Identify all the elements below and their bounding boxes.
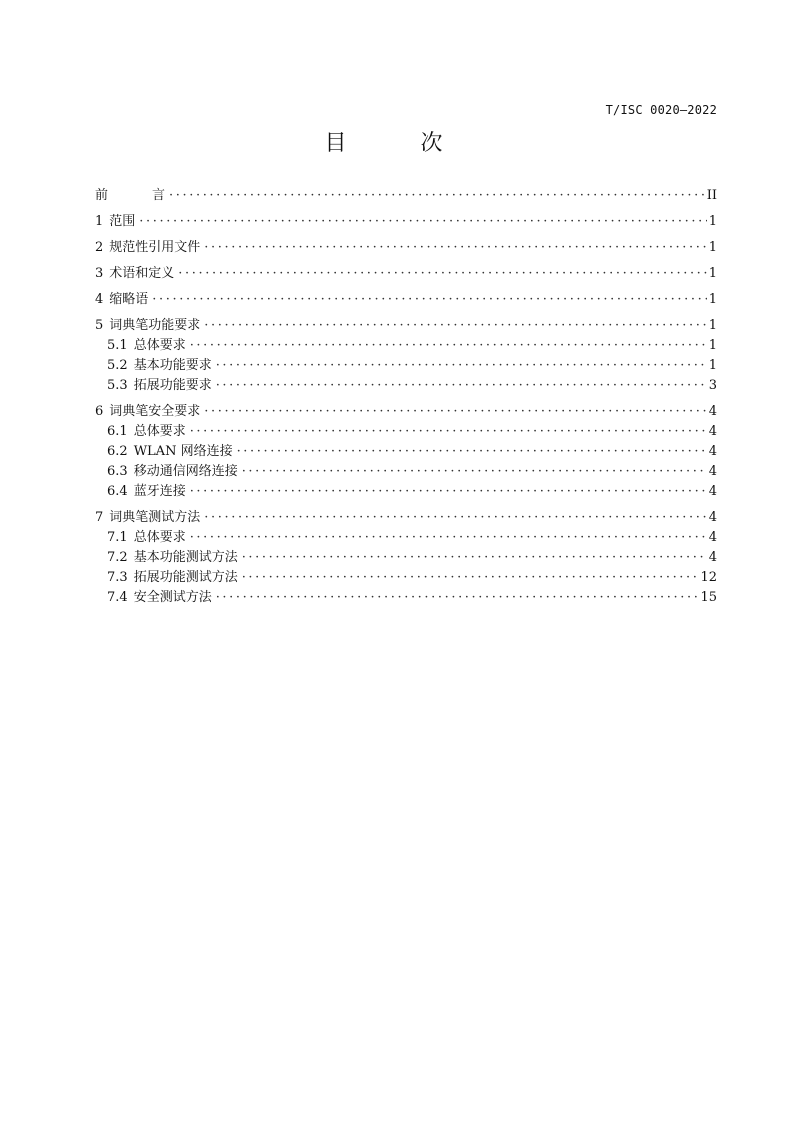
toc-entry-label: 5.1 总体要求 [107,338,186,353]
toc-leader-dots [190,482,707,502]
toc-entry-label: 7.3 拓展功能测试方法 [107,570,238,585]
toc-page-number: 4 [708,484,717,499]
toc-page-number: 4 [708,464,717,479]
toc-leader-dots [216,376,707,396]
toc-leader-dots [242,568,699,588]
toc-entry-label: 前 言 [95,188,166,203]
document-code: T/ISC 0020—2022 [605,103,717,117]
toc-page-number: 1 [708,318,717,333]
toc-entry[interactable] [95,508,717,528]
toc-subentry[interactable] [95,568,717,588]
toc-leader-dots [169,186,705,206]
toc-subentry[interactable] [95,548,717,568]
toc-subentry[interactable] [95,528,717,548]
toc-entry-label: 6.4 蓝牙连接 [107,484,186,499]
toc-entry[interactable] [95,290,717,310]
toc-entry-label: 5 词典笔功能要求 [95,318,201,333]
page-title: 目 次 [324,131,469,156]
toc-entry-label: 7.2 基本功能测试方法 [107,550,238,565]
toc-entry-label: 5.3 拓展功能要求 [107,378,212,393]
toc-page-number: 12 [700,570,717,585]
toc-subentry[interactable] [95,588,717,608]
toc-entry-label: 7.1 总体要求 [107,530,186,545]
toc-subentry[interactable] [95,442,717,462]
toc-entry-label: 4 缩略语 [95,292,149,307]
toc-leader-dots [204,316,706,336]
toc-entry-label: 3 术语和定义 [95,266,175,281]
toc-subentry[interactable] [95,376,717,396]
toc-subentry[interactable] [95,356,717,376]
toc-entry[interactable] [95,316,717,336]
toc-subentry[interactable] [95,336,717,356]
toc-leader-dots [190,528,707,548]
toc-subentry[interactable] [95,482,717,502]
toc-page-number: 1 [708,214,717,229]
toc-entry[interactable] [95,238,717,258]
toc-leader-dots [190,422,707,442]
toc-page-number: 4 [708,424,717,439]
toc-entry-label: 1 范围 [95,214,136,229]
toc-entry-foreword[interactable] [95,186,717,206]
toc-page-number: II [706,188,717,203]
toc-entry[interactable] [95,264,717,284]
toc-leader-dots [216,356,707,376]
toc-leader-dots [178,264,706,284]
toc-leader-dots [204,238,706,258]
toc-entry-label: 7.4 安全测试方法 [107,590,212,605]
toc-entry[interactable] [95,212,717,232]
toc-leader-dots [190,336,707,356]
toc-page-number: 1 [708,358,717,373]
toc-page-number: 4 [708,404,717,419]
toc-entry-label: 6.3 移动通信网络连接 [107,464,238,479]
toc-entry-label: 7 词典笔测试方法 [95,510,201,525]
toc-leader-dots [204,508,706,528]
toc-subentry[interactable] [95,462,717,482]
toc-leader-dots [242,462,707,482]
toc-leader-dots [152,290,706,310]
toc-leader-dots [242,548,707,568]
toc-leader-dots [216,588,699,608]
toc-entry-label: 6.2 WLAN 网络连接 [107,444,233,459]
toc-entry-label: 6 词典笔安全要求 [95,404,201,419]
toc-leader-dots [204,402,706,422]
toc-page-number: 1 [708,266,717,281]
toc-entry-label: 6.1 总体要求 [107,424,186,439]
table-of-contents [95,186,717,608]
toc-page-number: 1 [708,240,717,255]
toc-page-number: 4 [708,510,717,525]
toc-leader-dots [139,212,706,232]
toc-page-number: 3 [708,378,717,393]
toc-page-number: 15 [700,590,717,605]
toc-entry[interactable] [95,402,717,422]
toc-subentry[interactable] [95,422,717,442]
toc-entry-label: 5.2 基本功能要求 [107,358,212,373]
toc-page-number: 1 [708,338,717,353]
toc-page-number: 4 [708,530,717,545]
toc-page-number: 4 [708,444,717,459]
toc-page-number: 1 [708,292,717,307]
toc-page-number: 4 [708,550,717,565]
toc-leader-dots [237,442,707,462]
toc-entry-label: 2 规范性引用文件 [95,240,201,255]
